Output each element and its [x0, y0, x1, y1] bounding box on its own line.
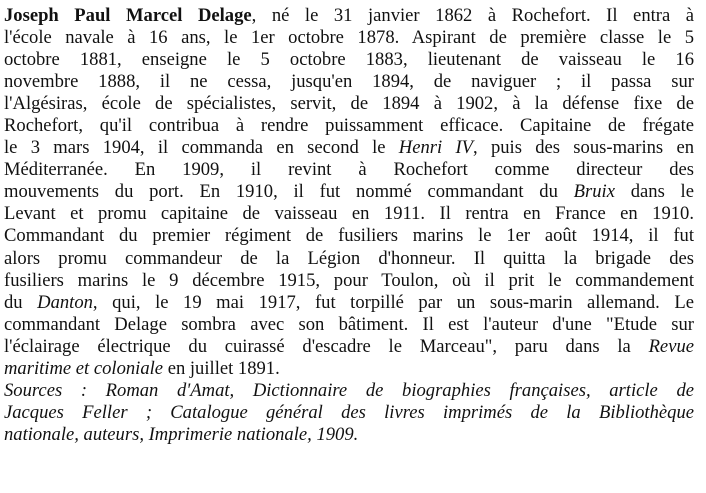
- text-line: [4, 314, 694, 336]
- text-line: [4, 424, 694, 446]
- text-line: [4, 115, 694, 137]
- text-run: l'Algésiras, école de spécialistes, servit, de 1894 à 1902, à la défense fixe de: [4, 93, 694, 115]
- text-line: [4, 137, 694, 159]
- text-run: du: [4, 291, 38, 313]
- journal-title: Revue: [648, 335, 694, 357]
- text-run: novembre 1888, il ne cessa, jusqu'en 1894, de naviguer ; il passa sur: [4, 71, 694, 93]
- ship-name-bruix: Bruix: [573, 181, 615, 203]
- text-run: Méditerranée. En 1909, il revint à Rochefort comme directeur des: [4, 159, 694, 181]
- sources-text: Jacques Feller ; Catalogue général des livres imprimés de la Bibliothèque: [4, 401, 694, 423]
- text-line: [4, 358, 694, 380]
- sources-note: [4, 380, 694, 446]
- text-run: mouvements du port. En 1910, il fut nommé commandant du: [4, 181, 574, 203]
- text-line: [4, 248, 694, 270]
- text-line: [4, 159, 694, 181]
- text-line: [4, 203, 694, 225]
- text-line: [4, 225, 694, 247]
- text-line: [4, 270, 694, 292]
- text-line: [4, 49, 694, 71]
- text-line: [4, 402, 694, 424]
- text-run: en juillet 1891.: [163, 357, 280, 379]
- ship-name-danton: Danton: [37, 291, 93, 313]
- text-run: fusiliers marins le 9 décembre 1915, pour Toulon, où il prit le commandement: [4, 269, 694, 291]
- text-run: octobre 1881, enseigne le 5 octobre 1883, lieutenant de vaisseau le 16: [4, 49, 694, 71]
- text-line: [4, 380, 694, 402]
- text-line: [4, 5, 694, 27]
- text-run: , qui, le 19 mai 1917, fut torpillé par un sous-marin allemand. Le: [92, 291, 694, 313]
- biography-entry: [4, 5, 694, 380]
- text-run: alors promu commandeur de la Légion d'honneur. Il quitta la brigade des: [4, 247, 694, 269]
- ship-name-henri-iv: Henri IV: [398, 137, 474, 159]
- text-line: [4, 181, 694, 203]
- text-line: [4, 292, 694, 314]
- biography-page: [4, 5, 694, 446]
- journal-title: maritime et coloniale: [4, 357, 164, 379]
- text-line: [4, 27, 694, 49]
- text-run: l'école navale à 16 ans, le 1er octobre 1878. Aspirant de première classe le 5: [4, 27, 694, 49]
- sources-text: Sources : Roman d'Amat, Dictionnaire de biographies françaises, article de: [4, 379, 694, 401]
- text-line: [4, 336, 694, 358]
- text-run: Levant et promu capitaine de vaisseau en 1911. Il rentra en France en 1910.: [4, 203, 694, 225]
- text-run: dans le: [614, 181, 694, 203]
- text-line: [4, 71, 694, 93]
- text-run: Rochefort, qu'il contribua à rendre puissamment efficace. Capitaine de frégate: [4, 115, 694, 137]
- text-run: le 3 mars 1904, il commanda en second le: [4, 137, 399, 159]
- text-run: l'éclairage électrique du cuirassé d'escadre le Marceau", paru dans la: [4, 335, 649, 357]
- text-run: , puis des sous-marins en: [473, 137, 694, 159]
- sources-text: nationale, auteurs, Imprimerie nationale, 1909.: [4, 423, 359, 445]
- person-name: Joseph Paul Marcel Delage: [4, 5, 252, 26]
- text-run: Commandant du premier régiment de fusiliers marins le 1er août 1914, il fut: [4, 225, 694, 247]
- text-run: commandant Delage sombra avec son bâtiment. Il est l'auteur d'une "Etude sur: [4, 313, 694, 335]
- text-run: , né le 31 janvier 1862 à Rochefort. Il entra à: [251, 5, 694, 26]
- text-line: [4, 93, 694, 115]
